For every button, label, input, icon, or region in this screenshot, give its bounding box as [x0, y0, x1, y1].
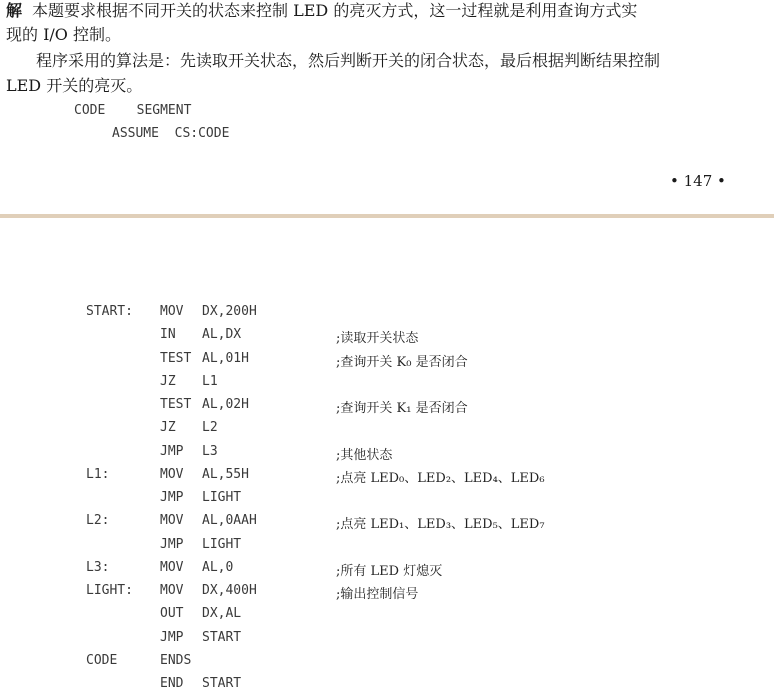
- code-line: [0, 630, 774, 653]
- code-operands: LIGHT: [202, 490, 242, 505]
- code-comment: ;查询开关 K₁ 是否闭合: [336, 401, 468, 416]
- page-number: • 147 •: [670, 172, 726, 190]
- code-operands: DX,AL: [202, 606, 242, 622]
- code-line: [0, 560, 774, 583]
- code-line: [0, 397, 774, 420]
- code-line: [0, 444, 774, 467]
- code-operands: LIGHT: [202, 536, 242, 552]
- code-operands: L2: [202, 420, 218, 436]
- code-line: [0, 420, 774, 443]
- code-comment: ;点亮 LED₀、LED₂、LED₄、LED₆: [336, 470, 545, 486]
- code-comment: ;点亮 LED₁、LED₃、LED₅、LED₇: [336, 517, 545, 533]
- code-operands: START: [202, 629, 242, 645]
- code-line: [0, 513, 774, 536]
- code-opcode: IN: [160, 327, 176, 343]
- code-comment: ;所有 LED 灯熄灭: [336, 563, 443, 579]
- code-label: L2:: [86, 513, 110, 529]
- page-divider: [0, 214, 774, 218]
- code-label: L1:: [86, 466, 110, 482]
- code-comment: ;其他状态: [336, 447, 393, 463]
- intro-line-1: [6, 0, 766, 22]
- code-line: [0, 606, 774, 629]
- code-operands: DX,400H: [202, 583, 257, 598]
- code-operands: L1: [202, 373, 218, 389]
- code-opcode: ENDS: [160, 652, 192, 668]
- code-label: LIGHT:: [86, 583, 133, 598]
- code-line: [0, 374, 774, 397]
- code-opcode: MOV: [160, 559, 184, 575]
- code-label: L3:: [86, 559, 110, 575]
- code-comment: ;查询开关 K₀ 是否闭合: [336, 354, 468, 370]
- code-operands: L3: [202, 443, 218, 459]
- code-opcode: MOV: [160, 513, 184, 529]
- code-label: START:: [86, 304, 133, 319]
- code-opcode: JMP: [160, 536, 184, 552]
- code-opcode: JMP: [160, 490, 184, 505]
- intro-line-3: 程序采用的算法是：先读取开关状态，然后判断开关的闭合状态，最后根据判断结果控制: [36, 51, 661, 70]
- code-operands: AL,DX: [202, 327, 242, 343]
- code-opcode: END: [160, 676, 184, 691]
- code-opcode: TEST: [160, 350, 192, 366]
- code-opcode: JZ: [160, 373, 176, 389]
- code-opcode: OUT: [160, 606, 184, 622]
- code-line: [0, 304, 774, 327]
- code-line: [0, 676, 774, 699]
- code-opcode: MOV: [160, 466, 184, 482]
- code-comment: ;输出控制信号: [336, 587, 419, 602]
- code-segment-line: CODE SEGMENT: [74, 103, 192, 118]
- intro-text-1: 本题要求根据不同开关的状态来控制 LED 的亮灭方式，这一过程就是利用查询方式实: [32, 1, 638, 20]
- code-opcode: JMP: [160, 443, 184, 459]
- code-line: [0, 490, 774, 513]
- code-operands: DX,200H: [202, 304, 257, 319]
- code-opcode: TEST: [160, 397, 192, 412]
- solution-mark: 解: [6, 1, 23, 20]
- code-line: [0, 537, 774, 560]
- code-opcode: JMP: [160, 629, 184, 645]
- code-line: [0, 653, 774, 676]
- code-operands: AL,0AAH: [202, 513, 257, 529]
- intro-line-4: LED 开关的亮灭。: [6, 76, 143, 95]
- code-opcode: MOV: [160, 304, 184, 319]
- code-operands: AL,01H: [202, 350, 249, 366]
- code-label: CODE: [86, 652, 118, 668]
- code-operands: START: [202, 676, 242, 691]
- code-line: [0, 351, 774, 374]
- code-opcode: MOV: [160, 583, 184, 598]
- code-operands: AL,0: [202, 559, 234, 575]
- code-operands: AL,55H: [202, 466, 249, 482]
- code-comment: ;读取开关状态: [336, 331, 419, 347]
- intro-line-2: 现的 I/O 控制。: [6, 25, 122, 44]
- code-operands: AL,02H: [202, 397, 249, 412]
- code-opcode: JZ: [160, 420, 176, 436]
- code-line: [0, 467, 774, 490]
- assume-line: ASSUME CS:CODE: [112, 126, 230, 141]
- code-line: [0, 583, 774, 606]
- code-line: [0, 327, 774, 350]
